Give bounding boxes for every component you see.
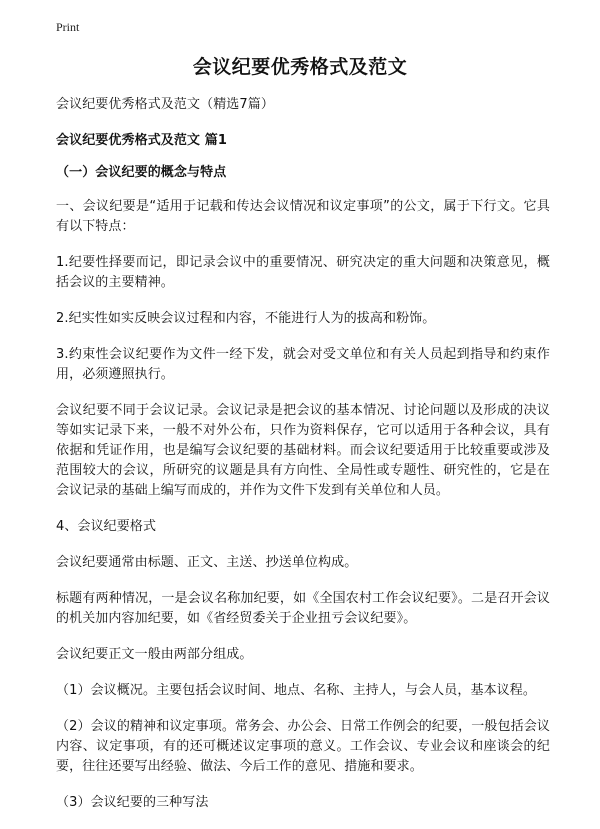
paragraph-spirit: （2）会议的精神和议定事项。常务会、办公会、日常工作例会的纪要，一般包括会议内容、议定事项，有的还可概述议定事项的意义。工作会议、专业会议和座谈会的纪要，往往还要写出经验、做法、今后工作的意见、措施和要求。 [56, 719, 550, 774]
document-body [56, 95, 550, 829]
document-subtitle: 会议纪要优秀格式及范文（精选7篇） [56, 97, 274, 112]
paragraph-format-heading: 4、会议纪要格式 [56, 519, 157, 534]
print-link[interactable]: Print [56, 20, 80, 34]
paragraph-difference: 会议纪要不同于会议记录。会议记录是把会议的基本情况、讨论问题以及形成的决议等如实记录下来，一般不对外公布，只作为资料保存，它可以适用于各种会议，具有依据和凭证作用，也是编写会议纪要的基础材料。而会议纪要适用于比较重要或涉及范围较大的会议，所研究的议题是具有方向性、全局性或专题性、研究性的，它是在会议记录的基础上编写而成的，并作为文件下发到有关单位和人员。 [56, 403, 550, 498]
paragraph-point-3: 3.约束性会议纪要作为文件一经下发，就会对受文单位和有关人员起到指导和约束作用，必须遵照执行。 [56, 347, 550, 382]
paragraph-overview: （1）会议概况。主要包括会议时间、地点、名称、主持人，与会人员，基本议程。 [56, 683, 536, 698]
section-heading: 会议纪要优秀格式及范文 篇1 [56, 133, 227, 148]
paragraph-point-2: 2.纪实性如实反映会议过程和内容，不能进行人为的拔高和粉饰。 [56, 311, 436, 326]
document-title: 会议纪要优秀格式及范文 [192, 56, 408, 78]
paragraph-body-parts: 会议纪要正文一般由两部分组成。 [56, 647, 253, 662]
paragraph-three-methods: （3）会议纪要的三种写法 [56, 795, 209, 810]
paragraph-components: 会议纪要通常由标题、正文、主送、抄送单位构成。 [56, 555, 358, 570]
paragraph-title-types: 标题有两种情况，一是会议名称加纪要，如《全国农村工作会议纪要》。二是召开会议的机关加内容加纪要，如《省经贸委关于企业扭亏会议纪要》。 [56, 591, 550, 626]
paragraph-definition: 一、会议纪要是“适用于记载和传达会议情况和议定事项”的公文，属于下行文。它具有以下特点： [56, 199, 550, 234]
subheading: （一）会议纪要的概念与特点 [56, 165, 227, 180]
paragraph-point-1: 1.纪要性择要而记，即记录会议中的重要情况、研究决定的重大问题和决策意见，概括会议的主要精神。 [56, 255, 550, 290]
